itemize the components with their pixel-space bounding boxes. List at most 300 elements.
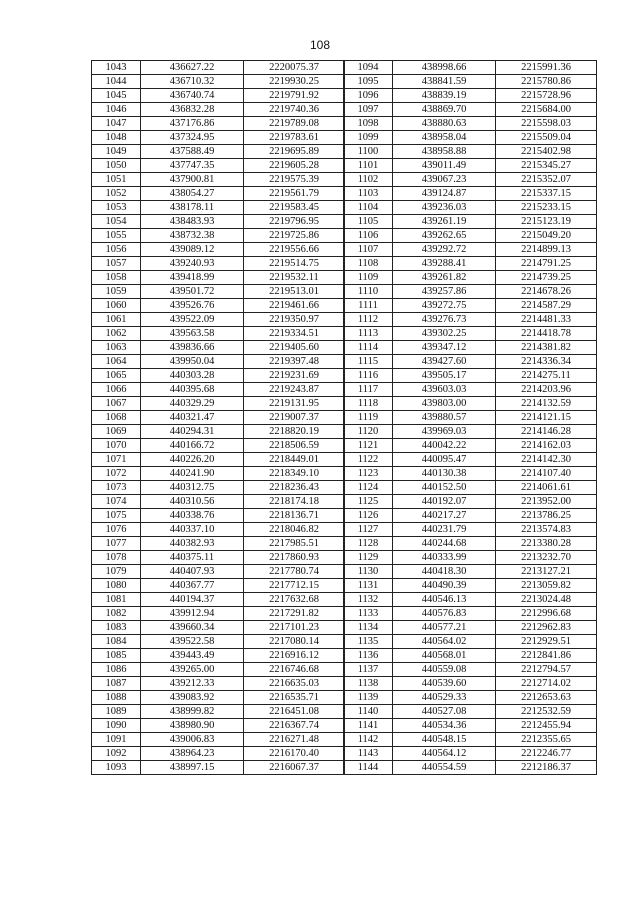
table-row	[344, 187, 597, 201]
y-coordinate-cell: 2219575.39	[244, 173, 345, 187]
y-coordinate-cell: 2215352.07	[496, 173, 597, 187]
point-number-cell: 1051	[92, 173, 141, 187]
x-coordinate-cell: 438841.59	[393, 75, 496, 89]
table-row	[92, 747, 345, 761]
point-number-cell: 1091	[92, 733, 141, 747]
point-number-cell: 1115	[344, 355, 393, 369]
table-row	[344, 411, 597, 425]
x-coordinate-cell: 439257.86	[393, 285, 496, 299]
x-coordinate-cell: 439212.33	[141, 677, 244, 691]
x-coordinate-cell: 438964.23	[141, 747, 244, 761]
y-coordinate-cell: 2212246.77	[496, 747, 597, 761]
y-coordinate-cell: 2218349.10	[244, 467, 345, 481]
point-number-cell: 1086	[92, 663, 141, 677]
x-coordinate-cell: 438958.88	[393, 145, 496, 159]
x-coordinate-cell: 438880.63	[393, 117, 496, 131]
y-coordinate-cell: 2217101.23	[244, 621, 345, 635]
table-row	[92, 425, 345, 439]
x-coordinate-cell: 437588.49	[141, 145, 244, 159]
y-coordinate-cell: 2213786.25	[496, 509, 597, 523]
table-row	[92, 355, 345, 369]
point-number-cell: 1080	[92, 579, 141, 593]
point-number-cell: 1102	[344, 173, 393, 187]
point-number-cell: 1101	[344, 159, 393, 173]
y-coordinate-cell: 2215598.03	[496, 117, 597, 131]
point-number-cell: 1095	[344, 75, 393, 89]
table-row	[344, 733, 597, 747]
point-number-cell: 1128	[344, 537, 393, 551]
x-coordinate-cell: 439272.75	[393, 299, 496, 313]
x-coordinate-cell: 440338.76	[141, 509, 244, 523]
point-number-cell: 1071	[92, 453, 141, 467]
x-coordinate-cell: 439660.34	[141, 621, 244, 635]
point-number-cell: 1056	[92, 243, 141, 257]
point-number-cell: 1043	[92, 61, 141, 75]
x-coordinate-cell: 439262.65	[393, 229, 496, 243]
table-row	[344, 705, 597, 719]
point-number-cell: 1114	[344, 341, 393, 355]
point-number-cell: 1065	[92, 369, 141, 383]
y-coordinate-cell: 2219789.08	[244, 117, 345, 131]
y-coordinate-cell: 2214142.30	[496, 453, 597, 467]
x-coordinate-cell: 437747.35	[141, 159, 244, 173]
x-coordinate-cell: 438998.66	[393, 61, 496, 75]
y-coordinate-cell: 2214336.34	[496, 355, 597, 369]
table-row	[344, 649, 597, 663]
y-coordinate-cell: 2215233.15	[496, 201, 597, 215]
point-number-cell: 1048	[92, 131, 141, 145]
y-coordinate-cell: 2214132.59	[496, 397, 597, 411]
point-number-cell: 1059	[92, 285, 141, 299]
point-number-cell: 1074	[92, 495, 141, 509]
y-coordinate-cell: 2212355.65	[496, 733, 597, 747]
x-coordinate-cell: 440539.60	[393, 677, 496, 691]
point-number-cell: 1066	[92, 383, 141, 397]
table-row	[92, 369, 345, 383]
y-coordinate-cell: 2215337.15	[496, 187, 597, 201]
x-coordinate-cell: 439265.00	[141, 663, 244, 677]
y-coordinate-cell: 2217985.51	[244, 537, 345, 551]
y-coordinate-cell: 2214678.26	[496, 285, 597, 299]
table-row	[344, 719, 597, 733]
x-coordinate-cell: 439563.58	[141, 327, 244, 341]
table-row	[344, 453, 597, 467]
table-row	[92, 481, 345, 495]
y-coordinate-cell: 2217780.74	[244, 565, 345, 579]
y-coordinate-cell: 2216451.08	[244, 705, 345, 719]
point-number-cell: 1090	[92, 719, 141, 733]
point-number-cell: 1088	[92, 691, 141, 705]
table-row	[344, 509, 597, 523]
y-coordinate-cell: 2212186.37	[496, 761, 597, 775]
table-row	[92, 453, 345, 467]
x-coordinate-cell: 437176.86	[141, 117, 244, 131]
point-number-cell: 1092	[92, 747, 141, 761]
x-coordinate-cell: 440367.77	[141, 579, 244, 593]
table-row	[92, 691, 345, 705]
x-coordinate-cell: 439522.09	[141, 313, 244, 327]
point-number-cell: 1087	[92, 677, 141, 691]
point-number-cell: 1084	[92, 635, 141, 649]
x-coordinate-cell: 440395.68	[141, 383, 244, 397]
table-row	[344, 299, 597, 313]
y-coordinate-cell: 2218236.43	[244, 481, 345, 495]
x-coordinate-cell: 439288.41	[393, 257, 496, 271]
table-row	[344, 635, 597, 649]
x-coordinate-cell: 438869.70	[393, 103, 496, 117]
table-row	[92, 145, 345, 159]
point-number-cell: 1063	[92, 341, 141, 355]
table-row	[92, 537, 345, 551]
y-coordinate-cell: 2214739.25	[496, 271, 597, 285]
y-coordinate-cell: 2214275.11	[496, 369, 597, 383]
table-row	[344, 593, 597, 607]
table-row	[92, 733, 345, 747]
point-number-cell: 1112	[344, 313, 393, 327]
table-row	[92, 495, 345, 509]
point-number-cell: 1076	[92, 523, 141, 537]
table-row	[344, 257, 597, 271]
x-coordinate-cell: 438839.19	[393, 89, 496, 103]
x-coordinate-cell: 439950.04	[141, 355, 244, 369]
y-coordinate-cell: 2219783.61	[244, 131, 345, 145]
point-number-cell: 1138	[344, 677, 393, 691]
point-number-cell: 1123	[344, 467, 393, 481]
table-row	[92, 383, 345, 397]
point-number-cell: 1079	[92, 565, 141, 579]
table-row	[92, 201, 345, 215]
table-row	[92, 131, 345, 145]
y-coordinate-cell: 2218506.59	[244, 439, 345, 453]
table-row	[344, 677, 597, 691]
table-row	[92, 579, 345, 593]
y-coordinate-cell: 2218046.82	[244, 523, 345, 537]
y-coordinate-cell: 2212714.02	[496, 677, 597, 691]
table-row	[92, 719, 345, 733]
y-coordinate-cell: 2216271.48	[244, 733, 345, 747]
y-coordinate-cell: 2212653.63	[496, 691, 597, 705]
table-row	[344, 341, 597, 355]
table-row	[344, 75, 597, 89]
x-coordinate-cell: 440310.56	[141, 495, 244, 509]
table-row	[344, 103, 597, 117]
x-coordinate-cell: 440321.47	[141, 411, 244, 425]
table-row	[92, 215, 345, 229]
x-coordinate-cell: 438178.11	[141, 201, 244, 215]
y-coordinate-cell: 2219583.45	[244, 201, 345, 215]
point-number-cell: 1067	[92, 397, 141, 411]
table-row	[92, 551, 345, 565]
table-row	[344, 397, 597, 411]
y-coordinate-cell: 2213024.48	[496, 593, 597, 607]
point-number-cell: 1135	[344, 635, 393, 649]
table-row	[344, 537, 597, 551]
y-coordinate-cell: 2219791.92	[244, 89, 345, 103]
point-number-cell: 1111	[344, 299, 393, 313]
x-coordinate-cell: 439240.93	[141, 257, 244, 271]
table-row	[344, 215, 597, 229]
point-number-cell: 1073	[92, 481, 141, 495]
x-coordinate-cell: 436832.28	[141, 103, 244, 117]
x-coordinate-cell: 440294.31	[141, 425, 244, 439]
y-coordinate-cell: 2214481.33	[496, 313, 597, 327]
point-number-cell: 1127	[344, 523, 393, 537]
x-coordinate-cell: 440241.90	[141, 467, 244, 481]
y-coordinate-cell: 2212996.68	[496, 607, 597, 621]
point-number-cell: 1064	[92, 355, 141, 369]
x-coordinate-cell: 439302.25	[393, 327, 496, 341]
point-number-cell: 1117	[344, 383, 393, 397]
y-coordinate-cell: 2219605.28	[244, 159, 345, 173]
y-coordinate-cell: 2219461.66	[244, 299, 345, 313]
point-number-cell: 1142	[344, 733, 393, 747]
table-row	[92, 117, 345, 131]
table-row	[344, 551, 597, 565]
x-coordinate-cell: 439603.03	[393, 383, 496, 397]
point-number-cell: 1098	[344, 117, 393, 131]
point-number-cell: 1100	[344, 145, 393, 159]
y-coordinate-cell: 2212841.86	[496, 649, 597, 663]
x-coordinate-cell: 439443.49	[141, 649, 244, 663]
table-row	[92, 313, 345, 327]
x-coordinate-cell: 439505.17	[393, 369, 496, 383]
x-coordinate-cell: 440312.75	[141, 481, 244, 495]
y-coordinate-cell: 2220075.37	[244, 61, 345, 75]
y-coordinate-cell: 2215684.00	[496, 103, 597, 117]
y-coordinate-cell: 2219243.87	[244, 383, 345, 397]
x-coordinate-cell: 440576.83	[393, 607, 496, 621]
table-row	[92, 187, 345, 201]
coordinate-table-right	[343, 60, 597, 775]
table-row	[344, 145, 597, 159]
point-number-cell: 1129	[344, 551, 393, 565]
table-row	[344, 131, 597, 145]
x-coordinate-cell: 440226.20	[141, 453, 244, 467]
table-row	[92, 327, 345, 341]
y-coordinate-cell: 2219725.86	[244, 229, 345, 243]
table-row	[92, 229, 345, 243]
x-coordinate-cell: 440529.33	[393, 691, 496, 705]
y-coordinate-cell: 2219556.66	[244, 243, 345, 257]
x-coordinate-cell: 439836.66	[141, 341, 244, 355]
y-coordinate-cell: 2217712.15	[244, 579, 345, 593]
y-coordinate-cell: 2216635.03	[244, 677, 345, 691]
table-row	[92, 607, 345, 621]
point-number-cell: 1069	[92, 425, 141, 439]
table-row	[344, 621, 597, 635]
table-row	[92, 89, 345, 103]
point-number-cell: 1097	[344, 103, 393, 117]
x-coordinate-cell: 438958.04	[393, 131, 496, 145]
x-coordinate-cell: 439292.72	[393, 243, 496, 257]
y-coordinate-cell: 2213952.00	[496, 495, 597, 509]
x-coordinate-cell: 439067.23	[393, 173, 496, 187]
point-number-cell: 1093	[92, 761, 141, 775]
y-coordinate-cell: 2219695.89	[244, 145, 345, 159]
x-coordinate-cell: 440418.30	[393, 565, 496, 579]
x-coordinate-cell: 438732.38	[141, 229, 244, 243]
y-coordinate-cell: 2213127.21	[496, 565, 597, 579]
table-row	[344, 271, 597, 285]
y-coordinate-cell: 2219131.95	[244, 397, 345, 411]
point-number-cell: 1089	[92, 705, 141, 719]
point-number-cell: 1144	[344, 761, 393, 775]
y-coordinate-cell: 2215123.19	[496, 215, 597, 229]
table-row	[92, 663, 345, 677]
table-row	[92, 705, 345, 719]
table-row	[92, 397, 345, 411]
y-coordinate-cell: 2212794.57	[496, 663, 597, 677]
point-number-cell: 1052	[92, 187, 141, 201]
table-row	[344, 243, 597, 257]
y-coordinate-cell: 2219513.01	[244, 285, 345, 299]
table-row	[92, 159, 345, 173]
y-coordinate-cell: 2214203.96	[496, 383, 597, 397]
table-row	[92, 565, 345, 579]
point-number-cell: 1083	[92, 621, 141, 635]
y-coordinate-cell: 2219405.60	[244, 341, 345, 355]
y-coordinate-cell: 2219796.95	[244, 215, 345, 229]
x-coordinate-cell: 439089.12	[141, 243, 244, 257]
table-row	[92, 761, 345, 775]
y-coordinate-cell: 2215991.36	[496, 61, 597, 75]
point-number-cell: 1121	[344, 439, 393, 453]
point-number-cell: 1053	[92, 201, 141, 215]
y-coordinate-cell: 2214418.78	[496, 327, 597, 341]
x-coordinate-cell: 440407.93	[141, 565, 244, 579]
x-coordinate-cell: 440568.01	[393, 649, 496, 663]
table-row	[92, 299, 345, 313]
point-number-cell: 1131	[344, 579, 393, 593]
point-number-cell: 1105	[344, 215, 393, 229]
x-coordinate-cell: 438999.82	[141, 705, 244, 719]
y-coordinate-cell: 2215509.04	[496, 131, 597, 145]
x-coordinate-cell: 439522.58	[141, 635, 244, 649]
x-coordinate-cell: 439418.99	[141, 271, 244, 285]
point-number-cell: 1070	[92, 439, 141, 453]
point-number-cell: 1081	[92, 593, 141, 607]
y-coordinate-cell: 2214899.13	[496, 243, 597, 257]
y-coordinate-cell: 2217632.68	[244, 593, 345, 607]
x-coordinate-cell: 440095.47	[393, 453, 496, 467]
table-row	[92, 257, 345, 271]
y-coordinate-cell: 2217080.14	[244, 635, 345, 649]
x-coordinate-cell: 440329.29	[141, 397, 244, 411]
y-coordinate-cell: 2219532.11	[244, 271, 345, 285]
y-coordinate-cell: 2218174.18	[244, 495, 345, 509]
y-coordinate-cell: 2219740.36	[244, 103, 345, 117]
table-row	[344, 495, 597, 509]
x-coordinate-cell: 440490.39	[393, 579, 496, 593]
x-coordinate-cell: 440192.07	[393, 495, 496, 509]
point-number-cell: 1068	[92, 411, 141, 425]
point-number-cell: 1045	[92, 89, 141, 103]
point-number-cell: 1116	[344, 369, 393, 383]
table-row	[92, 649, 345, 663]
point-number-cell: 1110	[344, 285, 393, 299]
y-coordinate-cell: 2216067.37	[244, 761, 345, 775]
y-coordinate-cell: 2212532.59	[496, 705, 597, 719]
y-coordinate-cell: 2213059.82	[496, 579, 597, 593]
x-coordinate-cell: 438054.27	[141, 187, 244, 201]
page-number: 108	[309, 38, 331, 52]
point-number-cell: 1082	[92, 607, 141, 621]
table-row	[344, 383, 597, 397]
x-coordinate-cell: 440166.72	[141, 439, 244, 453]
table-row	[344, 663, 597, 677]
x-coordinate-cell: 440152.50	[393, 481, 496, 495]
y-coordinate-cell: 2215049.20	[496, 229, 597, 243]
point-number-cell: 1054	[92, 215, 141, 229]
y-coordinate-cell: 2219561.79	[244, 187, 345, 201]
x-coordinate-cell: 440194.37	[141, 593, 244, 607]
point-number-cell: 1096	[344, 89, 393, 103]
table-row	[344, 89, 597, 103]
x-coordinate-cell: 440546.13	[393, 593, 496, 607]
table-row	[92, 467, 345, 481]
x-coordinate-cell: 440548.15	[393, 733, 496, 747]
table-row	[344, 439, 597, 453]
point-number-cell: 1047	[92, 117, 141, 131]
point-number-cell: 1120	[344, 425, 393, 439]
point-number-cell: 1106	[344, 229, 393, 243]
table-row	[344, 523, 597, 537]
x-coordinate-cell: 437900.81	[141, 173, 244, 187]
x-coordinate-cell: 440231.79	[393, 523, 496, 537]
table-row	[92, 439, 345, 453]
table-row	[344, 117, 597, 131]
point-number-cell: 1099	[344, 131, 393, 145]
x-coordinate-cell: 439526.76	[141, 299, 244, 313]
point-number-cell: 1061	[92, 313, 141, 327]
y-coordinate-cell: 2216170.40	[244, 747, 345, 761]
table-row	[344, 691, 597, 705]
y-coordinate-cell: 2215345.27	[496, 159, 597, 173]
point-number-cell: 1140	[344, 705, 393, 719]
table-row	[344, 355, 597, 369]
point-number-cell: 1057	[92, 257, 141, 271]
point-number-cell: 1136	[344, 649, 393, 663]
table-row	[344, 607, 597, 621]
table-row	[92, 271, 345, 285]
point-number-cell: 1049	[92, 145, 141, 159]
table-row	[344, 565, 597, 579]
point-number-cell: 1139	[344, 691, 393, 705]
y-coordinate-cell: 2213380.28	[496, 537, 597, 551]
x-coordinate-cell: 440559.08	[393, 663, 496, 677]
x-coordinate-cell: 438980.90	[141, 719, 244, 733]
y-coordinate-cell: 2212962.83	[496, 621, 597, 635]
point-number-cell: 1134	[344, 621, 393, 635]
table-row	[344, 579, 597, 593]
y-coordinate-cell: 2219007.37	[244, 411, 345, 425]
x-coordinate-cell: 438997.15	[141, 761, 244, 775]
x-coordinate-cell: 440554.59	[393, 761, 496, 775]
y-coordinate-cell: 2214061.61	[496, 481, 597, 495]
x-coordinate-cell: 440130.38	[393, 467, 496, 481]
table-row	[344, 159, 597, 173]
point-number-cell: 1125	[344, 495, 393, 509]
table-row	[344, 761, 597, 775]
x-coordinate-cell: 439347.12	[393, 341, 496, 355]
x-coordinate-cell: 439427.60	[393, 355, 496, 369]
x-coordinate-cell: 438483.93	[141, 215, 244, 229]
y-coordinate-cell: 2218820.19	[244, 425, 345, 439]
coordinate-table-left	[91, 60, 345, 775]
point-number-cell: 1094	[344, 61, 393, 75]
y-coordinate-cell: 2216535.71	[244, 691, 345, 705]
point-number-cell: 1085	[92, 649, 141, 663]
